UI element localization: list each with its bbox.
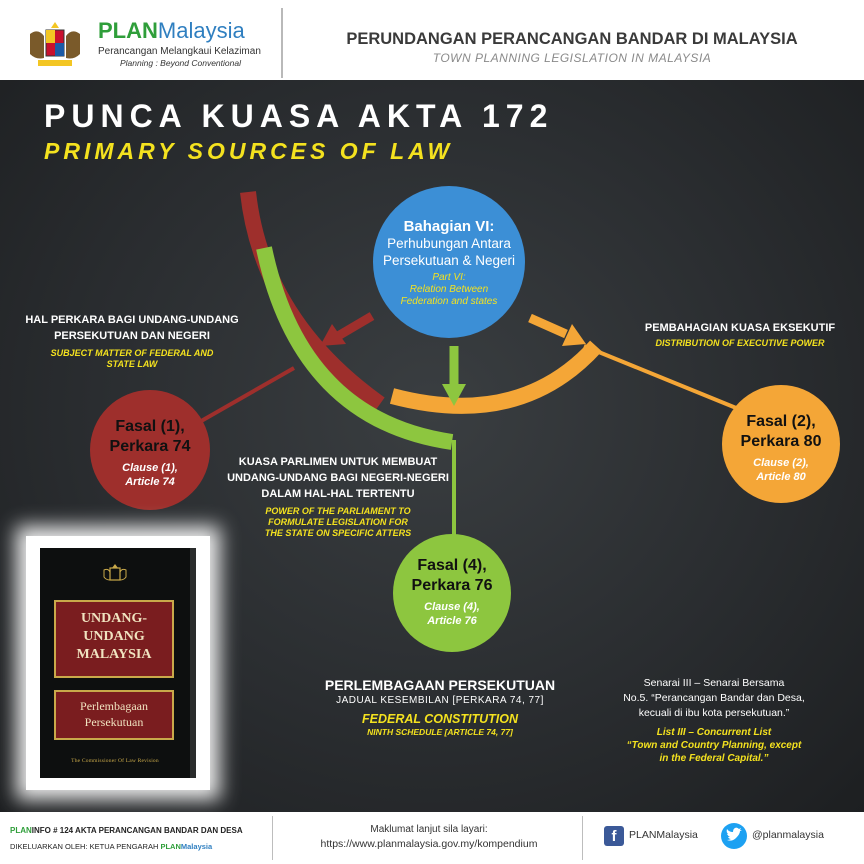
constitution-schedule: JADUAL KESEMBILAN [PERKARA 74, 77] xyxy=(336,695,544,706)
constitution-schedule-en: NINTH SCHEDULE [ARTICLE 74, 77] xyxy=(367,727,513,737)
book-cover-image xyxy=(40,548,196,778)
right-circle-line1: Fasal (2), xyxy=(746,413,816,430)
facebook-icon[interactable]: f xyxy=(604,826,624,846)
book-subtitle-line1: Perlembagaan xyxy=(80,699,148,713)
center-en-line1: Relation Between xyxy=(409,284,489,295)
header-title: PERUNDANGAN PERANCANGAN BANDAR DI MALAYSIA xyxy=(346,30,798,48)
twitter-icon[interactable] xyxy=(720,822,748,850)
left-heading-en2: STATE LAW xyxy=(106,359,158,369)
red-arrow-shaft xyxy=(338,316,372,336)
left-circle-text xyxy=(94,417,206,489)
list-line2: No.5. “Perancangan Bandar dan Desa, xyxy=(623,692,805,704)
center-en-line2: Federation and states xyxy=(400,296,498,307)
center-line2: Persekutuan & Negeri xyxy=(382,253,516,268)
center-circle-text xyxy=(374,218,524,308)
book-title-line3: MALAYSIA xyxy=(76,647,152,662)
left-heading xyxy=(12,312,252,370)
middle-heading-line1: KUASA PARLIMEN UNTUK MEMBUAT xyxy=(238,456,438,468)
brand-name: PLANMalaysia xyxy=(98,18,245,43)
list-line3: kecuali di ibu kota persekutuan.” xyxy=(638,707,790,719)
middle-heading-en2: FORMULATE LEGISLATION FOR xyxy=(268,517,408,527)
footer-issued-by: DIKELUARKAN OLEH: KETUA PENGARAH PLANMalaysia xyxy=(10,842,213,851)
list-en1: List III – Concurrent List xyxy=(656,727,772,738)
left-circle-en2: Article 74 xyxy=(125,476,175,488)
right-heading xyxy=(620,320,860,349)
left-heading-line2: PERSEKUTUAN DAN NEGERI xyxy=(54,330,210,342)
orange-arrow-head-icon xyxy=(562,324,586,346)
footer-divider-2 xyxy=(582,816,583,860)
right-circle-line2: Perkara 80 xyxy=(740,433,822,450)
footer-url-link[interactable]: https://www.planmalaysia.gov.my/kompendium xyxy=(320,838,538,850)
right-circle-text xyxy=(725,412,837,484)
middle-heading-en3: THE STATE ON SPECIFIC ATTERS xyxy=(264,528,412,538)
list-en2: “Town and Country Planning, except xyxy=(626,740,802,751)
middle-heading xyxy=(208,454,468,539)
book-subtitle-line2: Persekutuan xyxy=(84,715,144,729)
orange-connector xyxy=(584,346,746,412)
right-heading-en: DISTRIBUTION OF EXECUTIVE POWER xyxy=(655,338,825,348)
book-title-line2: UNDANG xyxy=(83,629,145,644)
left-circle-line1: Fasal (1), xyxy=(115,418,185,435)
constitution-title-en: FEDERAL CONSTITUTION xyxy=(361,712,519,726)
book-title-panel xyxy=(54,600,174,678)
brand-tagline-en: Planning : Beyond Conventional xyxy=(120,58,241,68)
middle-heading-en1: POWER OF THE PARLIAMENT TO xyxy=(265,506,411,516)
center-title: Bahagian VI: xyxy=(403,218,495,235)
constitution-block xyxy=(290,676,590,737)
list-line1: Senarai III – Senarai Bersama xyxy=(643,677,785,689)
main-title: PUNCA KUASA AKTA 172 xyxy=(44,98,554,134)
book-title-line1: UNDANG- xyxy=(80,611,148,626)
book-publisher: The Commissioner Of Law Revision xyxy=(71,758,159,764)
middle-circle-line2: Perkara 76 xyxy=(411,577,493,594)
right-circle-en1: Clause (2), xyxy=(753,457,809,469)
book-crest-icon xyxy=(102,564,128,584)
left-circle-line2: Perkara 74 xyxy=(109,438,191,455)
brand-tagline: Perancangan Melangkaui Kelaziman xyxy=(98,46,261,57)
list-block xyxy=(604,676,824,765)
middle-heading-line2: UNDANG-UNDANG BAGI NEGERI-NEGERI xyxy=(227,472,449,484)
list-en3: in the Federal Capital.” xyxy=(659,753,769,764)
left-heading-en1: SUBJECT MATTER OF FEDERAL AND xyxy=(50,348,214,358)
middle-circle-en1: Clause (4), xyxy=(424,601,480,613)
orange-arrow-shaft xyxy=(530,318,566,334)
right-circle-en2: Article 80 xyxy=(756,471,806,483)
footer-divider-1 xyxy=(272,816,273,860)
header-subtitle: TOWN PLANNING LEGISLATION IN MALAYSIA xyxy=(432,51,712,65)
middle-circle-line1: Fasal (4), xyxy=(417,557,487,574)
footer-planinfo: PLANINFO # 124 AKTA PERANCANGAN BANDAR DAN DESA xyxy=(10,826,243,835)
footer-more-info: Maklumat lanjut sila layari: xyxy=(370,824,488,835)
left-heading-line1: HAL PERKARA BAGI UNDANG-UNDANG xyxy=(25,314,239,326)
book-subtitle-panel xyxy=(54,690,174,740)
main-title-en: PRIMARY SOURCES OF LAW xyxy=(44,138,454,164)
middle-circle-en2: Article 76 xyxy=(427,615,477,627)
facebook-handle[interactable]: PLANMalaysia xyxy=(629,829,698,841)
middle-circle-text xyxy=(396,556,508,628)
left-circle-en1: Clause (1), xyxy=(122,462,178,474)
constitution-title: PERLEMBAGAAN PERSEKUTUAN xyxy=(324,677,556,693)
center-line1: Perhubungan Antara xyxy=(387,236,511,251)
right-heading-line: PEMBAHAGIAN KUASA EKSEKUTIF xyxy=(644,322,836,334)
red-connector xyxy=(196,368,294,424)
orange-arc xyxy=(392,346,596,406)
middle-heading-line3: DALAM HAL-HAL TERTENTU xyxy=(261,488,415,500)
center-en-title: Part VI: xyxy=(432,272,466,283)
twitter-handle[interactable]: @planmalaysia xyxy=(752,829,824,841)
